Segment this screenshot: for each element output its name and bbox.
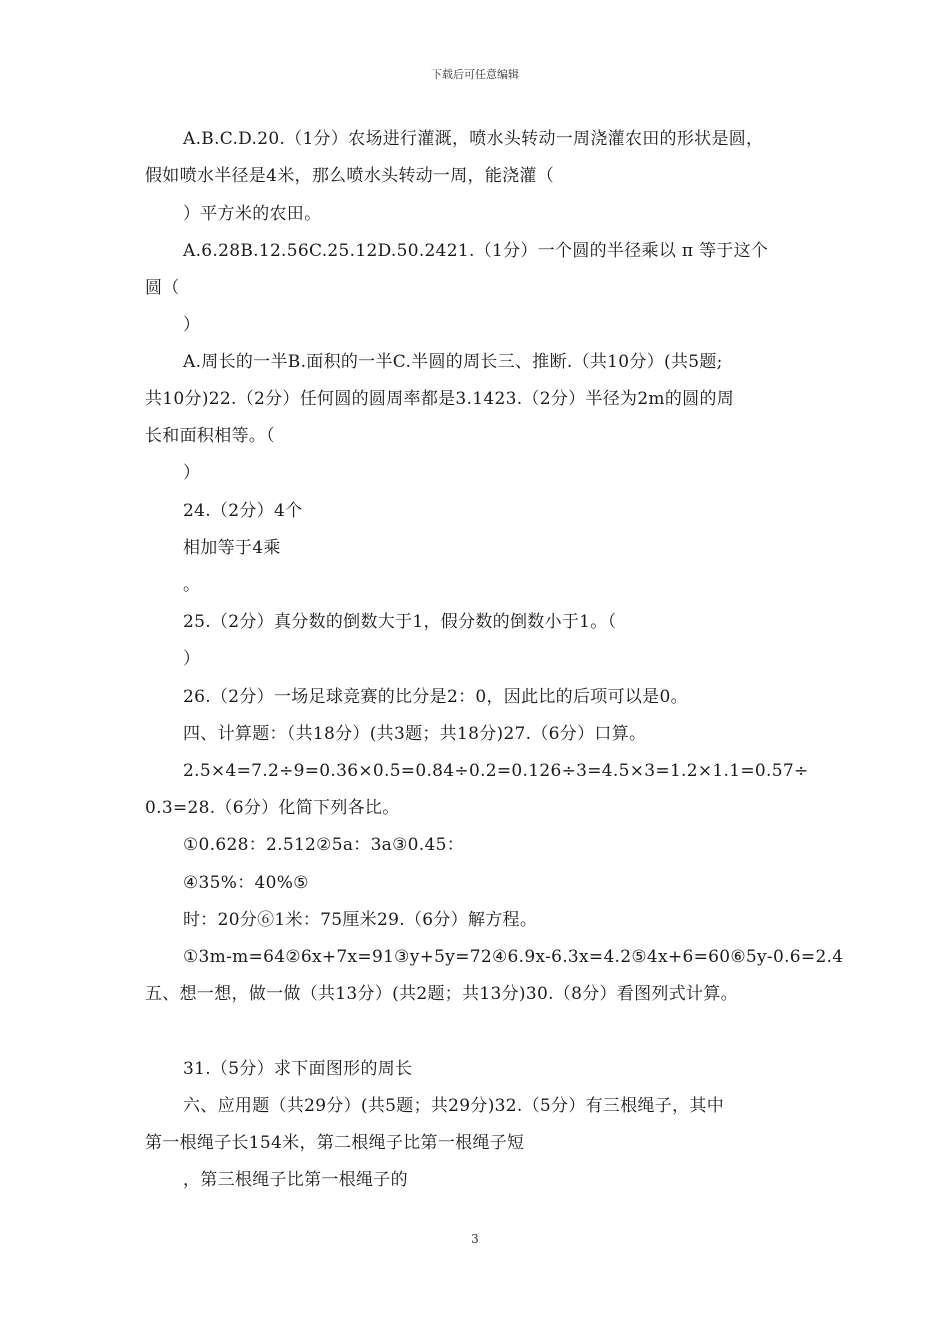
text-line-11: 24.（2分）4个: [183, 501, 303, 521]
text-line-26: 六、应用题（共29分）(共5题；共29分)32.（5分）有三根绳子，其中: [183, 1096, 724, 1116]
text-line-10: ）: [183, 463, 201, 483]
text-line-4: A.6.28B.12.56C.25.12D.50.2421.（1分）一个圆的半径乘以 π 等于这个: [183, 241, 769, 261]
page-number: 3: [471, 1232, 479, 1246]
text-line-18: 2.5×4=7.2÷9=0.36×0.5=0.84÷0.2=0.126÷3=4.5×3=1.2×1.1=0.57÷: [183, 761, 809, 781]
text-line-24: 五、想一想，做一做（共13分）(共2题；共13分)30.（8分）看图列式计算。: [145, 984, 738, 1004]
text-line-14: 25.（2分）真分数的倒数大于1，假分数的倒数小于1。（: [183, 612, 617, 632]
text-line-20: ①0.628：2.512②5a：3a③0.45：: [183, 835, 465, 855]
text-line-21: ④35%：40%⑤: [183, 873, 309, 893]
page-header: 下载后可任意编辑: [431, 68, 519, 81]
text-line-28: ，第三根绳子比第一根绳子的: [183, 1170, 408, 1190]
text-line-2: 假如喷水半径是4米，那么喷水头转动一周，能浇灌（: [145, 166, 555, 186]
text-line-27: 第一根绳子长154米，第二根绳子比第一根绳子短: [145, 1133, 525, 1153]
text-line-7: A.周长的一半B.面积的一半C.半圆的周长三、推断.（共10分）(共5题;: [183, 352, 723, 372]
text-line-12: 相加等于4乘: [183, 538, 281, 558]
text-line-8: 共10分)22.（2分）任何圆的圆周率都是3.1423.（2分）半径为2m的圆的周: [145, 389, 735, 409]
text-line-23: ①3m-m=64②6x+7x=91③y+5y=72④6.9x-6.3x=4.2⑤4x+6=60⑥5y-0.6=2.4: [183, 947, 844, 967]
text-line-25: 31.（5分）求下面图形的周长: [183, 1059, 413, 1079]
text-line-16: 26.（2分）一场足球竞赛的比分是2：0，因此比的后项可以是0。: [183, 687, 688, 707]
text-line-22: 时：20分⑥1米：75厘米29.（6分）解方程。: [183, 910, 538, 930]
text-line-19: 0.3=28.（6分）化简下列各比。: [145, 798, 400, 818]
text-line-3: ）平方米的农田。: [183, 204, 322, 224]
text-line-9: 长和面积相等。（: [145, 426, 275, 446]
text-line-6: ）: [183, 315, 201, 335]
text-line-13: 。: [183, 575, 201, 595]
text-line-5: 圆（: [145, 278, 180, 298]
text-line-1: A.B.C.D.20.（1分）农场进行灌溉，喷水头转动一周浇灌农田的形状是圆，: [183, 129, 764, 149]
text-line-15: ）: [183, 649, 201, 669]
text-line-17: 四、计算题：（共18分）(共3题；共18分)27.（6分）口算。: [183, 724, 647, 744]
